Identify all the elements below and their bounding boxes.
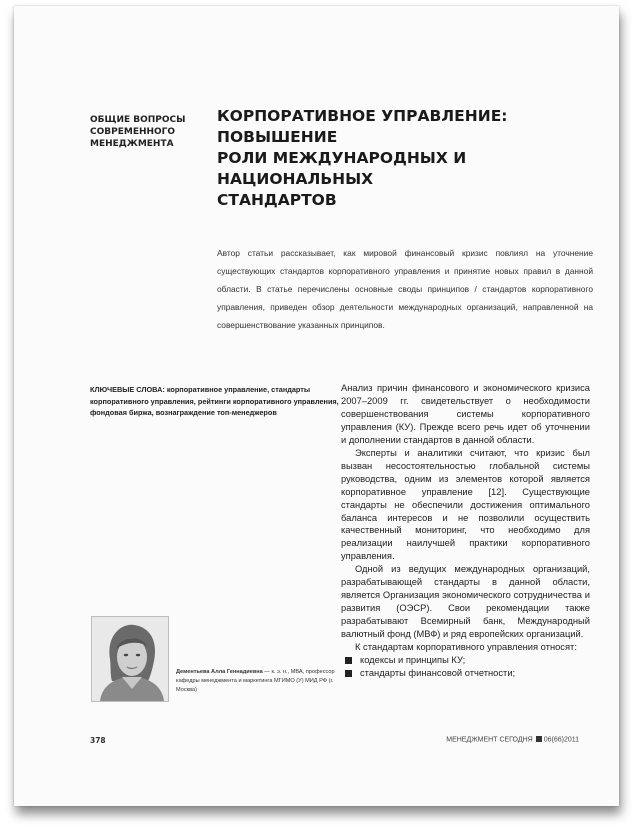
- article-body: [341, 382, 590, 680]
- body-paragraph: Одной из ведущих международных организаций, разрабатывающей стандарты в данной области, является Организация экономического сотрудничества и развития (ОЭСР). Свои рекомендации также разрабатывают Всемирный банк, Международный валютный фонд (МВФ) и ряд европейских организаций.: [341, 564, 590, 640]
- title-line: КОРПОРАТИВНОЕ УПРАВЛЕНИЕ: ПОВЫШЕНИЕ: [217, 107, 508, 146]
- journal-page: [14, 6, 619, 806]
- author-bio: — к. э. н., МВА, профессор кафедры менеджмента и маркетинга МГИМО (У) МИД РФ (г. Москва): [176, 669, 335, 693]
- article-abstract: Автор статьи рассказывает, как мировой финансовый кризис повлиял на уточнение существующих стандартов корпоративного управления и принятие новых правил в данной области. В статье перечислены основные своды принципов / стандартов корпоративного управления, приведен обзор деятельности международных организаций, направленной на совершенствование указанных принципов.: [217, 248, 593, 331]
- body-paragraph: Анализ причин финансового и экономического кризиса 2007–2009 гг. свидетельствует о необходимости совершенствования системы корпоративного управления (КУ). Прежде всего речь идет об уточнении и дополнении стандартов в данной области.: [341, 383, 590, 445]
- standards-list: [341, 654, 590, 680]
- author-portrait-icon: [92, 617, 168, 701]
- author-photo: [91, 616, 169, 702]
- title-line: РОЛИ МЕЖДУНАРОДНЫХ И НАЦИОНАЛЬНЫХ: [217, 149, 467, 188]
- rubric-line: ОБЩИЕ ВОПРОСЫ: [90, 115, 186, 125]
- journal-issue: 06(66)2011: [543, 736, 579, 744]
- bullet-square-icon: [345, 670, 352, 677]
- rubric-line: МЕНЕДЖМЕНТА: [90, 139, 174, 149]
- list-item: [341, 654, 590, 667]
- page-number: 378: [90, 736, 106, 745]
- author-name: Дементьева Алла Геннадиевна: [176, 669, 263, 675]
- journal-name: МЕНЕДЖМЕНТ СЕГОДНЯ: [446, 736, 533, 744]
- keywords-label: КЛЮЧЕВЫЕ СЛОВА:: [90, 385, 165, 394]
- keywords-text: корпоративное управление, стандарты корпоративного управления, рейтинги корпоративного управления, фондовая биржа, вознаграждение топ-менеджеров: [90, 385, 339, 418]
- body-paragraph: Эксперты и аналитики считают, что кризис был вызван несостоятельностью глобальной системы руководства, одним из элементов которой является корпоративное управление [12]. Существующие стандарты не обеспечили достижения оптимального баланса интересов и не позволили осуществить качественный мониторинг, что необходимо для реализации наилучшей практики корпоративного управления.: [341, 447, 590, 562]
- section-rubric: [90, 114, 200, 150]
- title-line: СТАНДАРТОВ: [217, 191, 337, 209]
- body-paragraph: К стандартам корпоративного управления относят:: [355, 642, 577, 653]
- list-item: [341, 667, 590, 680]
- keywords-block: [90, 384, 340, 419]
- article-title: [217, 106, 597, 211]
- journal-footer: [446, 736, 579, 744]
- bullet-square-icon: [345, 657, 352, 664]
- square-separator-icon: [536, 736, 542, 742]
- author-info: [176, 668, 346, 695]
- rubric-line: СОВРЕМЕННОГО: [90, 127, 176, 137]
- list-item-text: стандарты финансовой отчетности;: [360, 667, 516, 678]
- list-item-text: кодексы и принципы КУ;: [360, 655, 466, 666]
